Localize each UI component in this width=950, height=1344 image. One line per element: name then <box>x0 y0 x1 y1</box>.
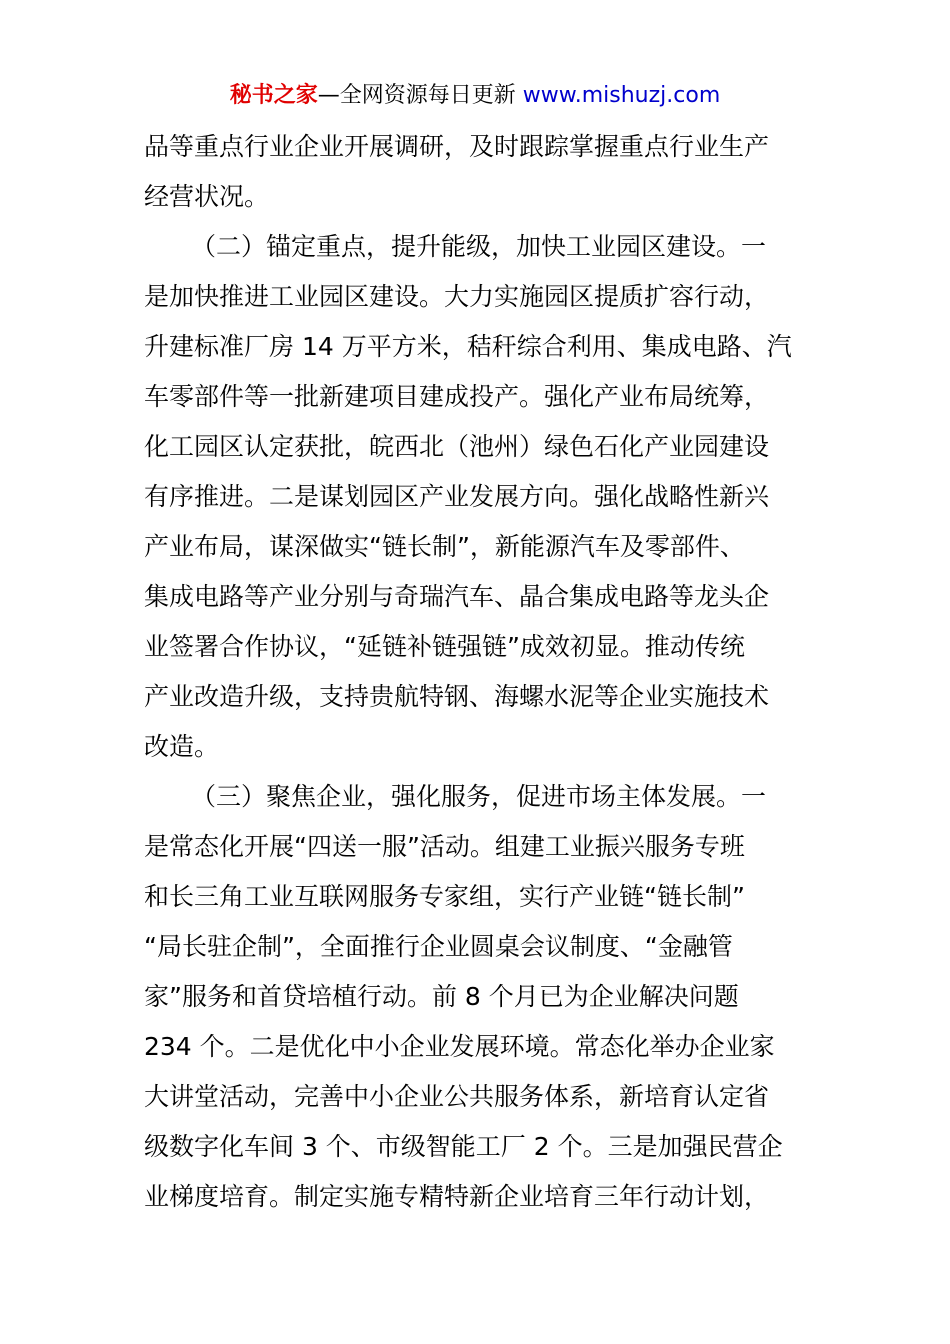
header-tagline: —全网资源每日更新 <box>317 83 523 108</box>
text-line: 升建标准厂房 14 万平方米，秸秆综合利用、集成电路、汽 <box>144 332 792 361</box>
text-line: 大讲堂活动，完善中小企业公共服务体系，新培育认定省 <box>144 1082 770 1111</box>
site-url-link[interactable]: www.mishuzj.com <box>522 83 721 108</box>
text-line: “局长驻企制”，全面推行企业圆桌会议制度、“金融管 <box>144 932 733 961</box>
text-line: 车零部件等一批新建项目建成投产。强化产业布局统筹， <box>144 382 770 411</box>
text-line: 是常态化开展“四送一服”活动。组建工业振兴服务专班 <box>144 832 745 861</box>
text-line: 经营状况。 <box>144 182 270 211</box>
text-line: 有序推进。二是谋划园区产业发展方向。强化战略性新兴 <box>144 482 770 511</box>
paragraph-first-line: （二）锚定重点，提升能级，加快工业园区建设。一 <box>191 232 767 261</box>
text-line: 化工园区认定获批，皖西北（池州）绿色石化产业园建设 <box>144 432 770 461</box>
text-line: 改造。 <box>144 732 220 761</box>
text-line: 集成电路等产业分别与奇瑞汽车、晶合集成电路等龙头企 <box>144 582 770 611</box>
text-line: 和长三角工业互联网服务专家组，实行产业链“链长制” <box>144 882 745 911</box>
text-line: 业梯度培育。制定实施专精特新企业培育三年行动计划， <box>144 1182 770 1211</box>
text-line: 品等重点行业企业开展调研，及时跟踪掌握重点行业生产 <box>144 132 770 161</box>
brand-name: 秘书之家 <box>229 83 318 108</box>
text-line: 业签署合作协议，“延链补链强链”成效初显。推动传统 <box>144 632 745 661</box>
document-body <box>144 122 812 1222</box>
page-header <box>0 80 950 112</box>
paragraph-first-line: （三）聚焦企业，强化服务，促进市场主体发展。一 <box>191 782 767 811</box>
text-line: 家”服务和首贷培植行动。前 8 个月已为企业解决问题 <box>144 982 739 1011</box>
text-line: 产业布局，谋深做实“链长制”，新能源汽车及零部件、 <box>144 532 745 561</box>
text-line: 级数字化车间 3 个、市级智能工厂 2 个。三是加强民营企 <box>144 1132 783 1161</box>
text-line: 是加快推进工业园区建设。大力实施园区提质扩容行动， <box>144 282 770 311</box>
text-line: 产业改造升级，支持贵航特钢、海螺水泥等企业实施技术 <box>144 682 770 711</box>
text-line: 234 个。二是优化中小企业发展环境。常态化举办企业家 <box>144 1032 775 1061</box>
